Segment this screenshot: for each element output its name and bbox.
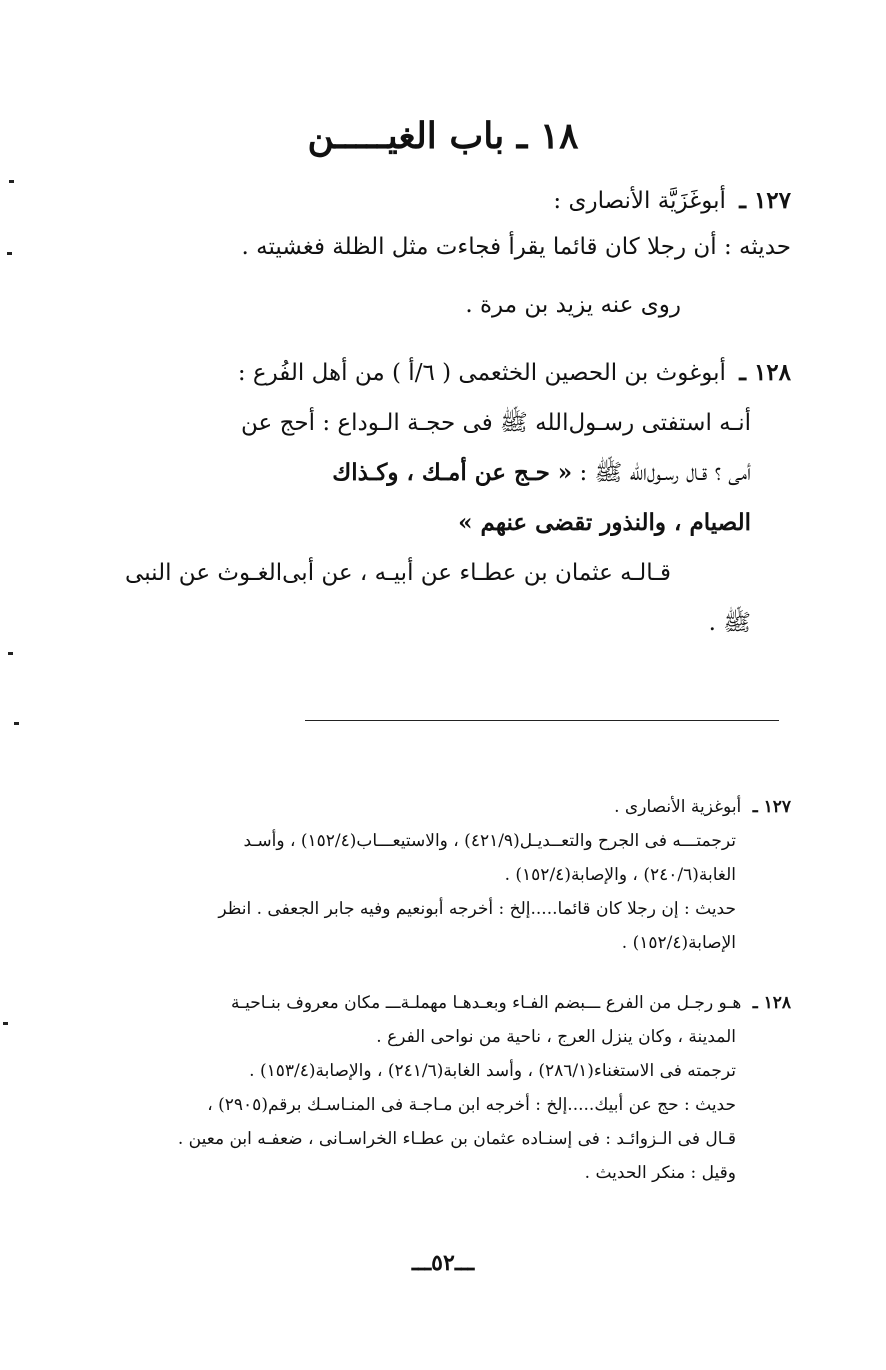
page-number: ـــ٥٢ـــ (411, 1250, 475, 1276)
scan-speck (9, 180, 14, 183)
footnote-128 (101, 986, 791, 1190)
footnote-text-line: حديث : إن رجلا كان قائما.....إلخ : أخرجه أبونعيم وفيه جابر الجعفى . انظر (218, 899, 736, 919)
entry-text-fragment: أمى ؟ قـال رسـول‌الله ﷺ : (579, 460, 751, 486)
hadith-quote: « حـج عن أمـك ، وكـذاك (332, 459, 573, 486)
footnote-text-line: أبوغزية الأنصارى . (614, 797, 742, 817)
scan-speck (7, 252, 12, 255)
footnote-127 (101, 790, 791, 960)
entry-number: ١٢٧ ـ (739, 187, 791, 214)
footnote-text-line: هـو رجـل من الفرع ـــبضم الفـاء وبعـدهـا مهملـةـــ مكان معروف بنـاحيـة (231, 993, 742, 1013)
footnote-number: ١٢٨ ـ (752, 993, 791, 1013)
entry-128 (91, 348, 791, 648)
footnote-text-line: وقيل : منكر الحديث . (584, 1163, 736, 1183)
entry-heading: أبوغوث بن الحصين الخثعمى ( ٦/أ ) من أهل الفُرع : (237, 360, 726, 386)
scan-speck (8, 652, 13, 655)
chapter-title: ١٨ ـ باب الغيـــــن (307, 115, 579, 157)
footnote-text-line: حديث : حج عن أبيك.....إلخ : أخرجه ابن مـاجـة فى المنـاسـك برقم(٢٩٠٥) ، (207, 1095, 736, 1115)
footnote-number: ١٢٧ ـ (752, 797, 791, 817)
footnote-text-line: ترجمته فى الاستغناء(٢٨٦/١) ، وأسد الغابة(٢٤١/٦) ، والإصابة(١٥٣/٤) . (249, 1061, 736, 1081)
entry-text-line: روى عنه يزيد بن مرة . (465, 292, 681, 318)
entry-text-line: أنـه استفتى رسـول‌الله ﷺ فى حجـة الـوداع : أحج عن (241, 410, 751, 436)
entry-heading: أبوغَزَيَّة الأنصارى : (553, 188, 726, 214)
footnote-text-line: قـال فى الـزوائـد : فى إسنـاده عثمان بن عطـاء الخراسـانى ، ضعفـه ابن معين . (177, 1129, 736, 1149)
entry-127 (91, 176, 791, 330)
footnote-text-line: الإصابة(١٥٢/٤) . (621, 933, 736, 953)
footnote-text-line: ترجمتـــه فى الجرح والتعــديـل(٤٢١/٩) ، والاستيعـــاب(١٥٢/٤) ، وأسـد (243, 831, 736, 851)
entry-text-line (91, 448, 791, 498)
footnote-text-line: المدينة ، وكان ينزل العرج ، ناحية من نواحى الفرع . (376, 1027, 736, 1047)
footnote-text-line: الغابة(٢٤٠/٦) ، والإصابة(١٥٢/٤) . (504, 865, 736, 885)
scan-speck (14, 722, 19, 725)
entry-text-line: قـالـه عثمان بن عطـاء عن أبيـه ، عن أبى‌الغـوث عن النبى (125, 560, 671, 586)
entry-text-line: ﷺ . (708, 610, 751, 636)
entry-text-line: حديثه : أن رجلا كان قائما يقرأ فجاءت مثل الظلة فغشيته . (241, 234, 791, 260)
entry-number: ١٢٨ ـ (739, 359, 791, 386)
hadith-quote-end: الصيام ، والنذور تقضى عنهم » (458, 509, 751, 536)
footnote-divider (305, 720, 779, 721)
scan-speck (3, 1022, 8, 1025)
